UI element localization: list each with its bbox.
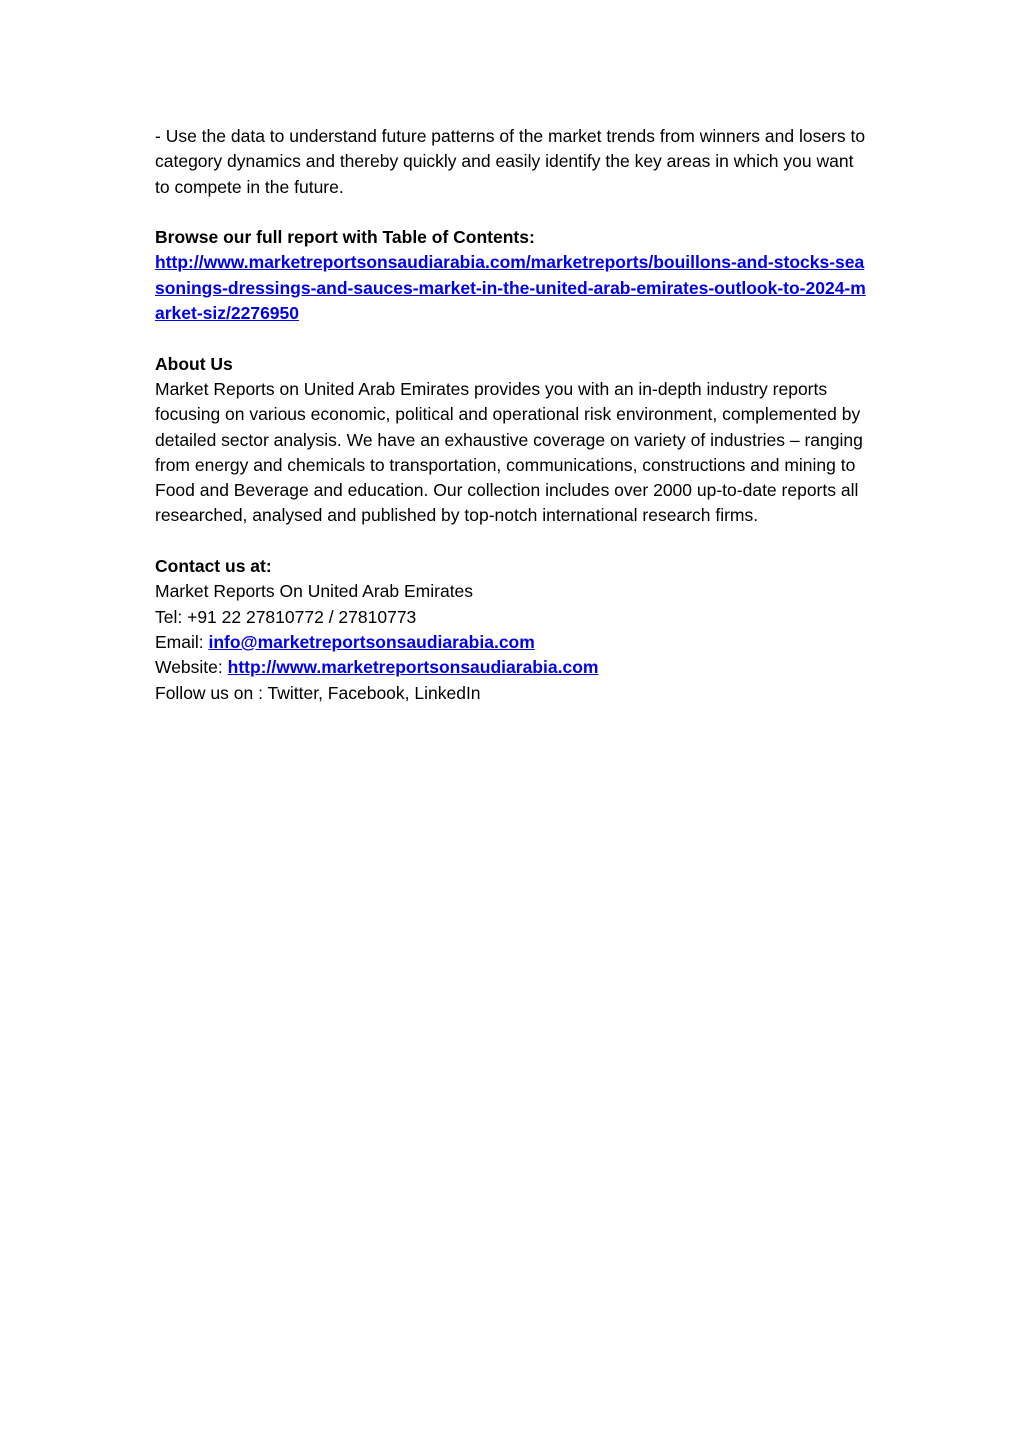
about-paragraph: Market Reports on United Arab Emirates provides you with an in-depth industry reports focusing on various economic, political and operational risk environment, complemented by detailed sector analysis. We have an exhaustive coverage on variety of industries – ranging from energy and chemicals to transportation, communications, constructions and mining to Food and Beverage and education. Our collection includes over 2000 up-to-date reports all researched, analysed and published by top-notch international research firms. (155, 378, 863, 526)
browse-section (155, 225, 871, 326)
browse-heading: Browse our full report with Table of Contents: (155, 227, 535, 248)
website-link[interactable]: http://www.marketreportsonsaudiarabia.com (227, 657, 599, 678)
about-section (155, 352, 871, 529)
contact-follow: Follow us on : Twitter, Facebook, LinkedIn (155, 682, 481, 703)
intro-paragraph: - Use the data to understand future patterns of the market trends from winners and losers to category dynamics and thereby quickly and easily identify the key areas in which you want to compete in the future. (155, 126, 866, 197)
website-label: Website: (155, 657, 228, 678)
contact-heading: Contact us at: (155, 556, 272, 577)
about-heading: About Us (155, 353, 233, 374)
contact-website-row (155, 655, 871, 680)
document-page (155, 124, 871, 706)
contact-email-row (155, 630, 871, 655)
email-label: Email: (155, 631, 209, 652)
email-link[interactable]: info@marketreportsonsaudiarabia.com (208, 631, 535, 652)
contact-section (155, 554, 871, 706)
contact-company: Market Reports On United Arab Emirates (155, 581, 474, 602)
report-link[interactable]: http://www.marketreportsonsaudiarabia.com/marketreports/bouillons-and-stocks-seasonings-dressings-and-sauces-market-in-the-united-arab-emirates-outlook-to-2024-market-siz/2276950 (155, 252, 866, 324)
contact-tel: Tel: +91 22 27810772 / 27810773 (155, 606, 417, 627)
